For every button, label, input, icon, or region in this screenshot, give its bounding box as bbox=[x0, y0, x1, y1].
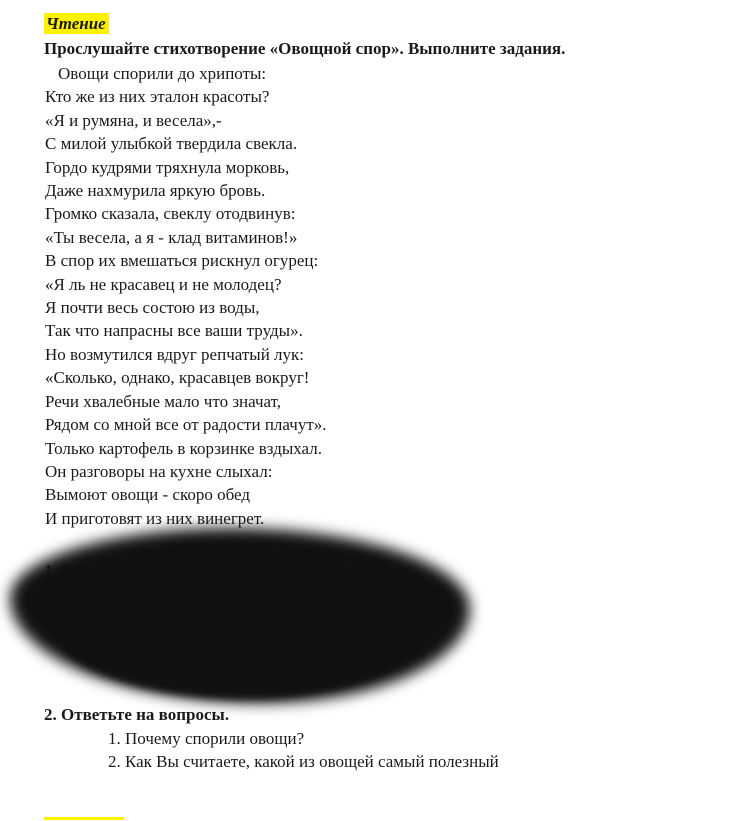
question-item: 1. Почему спорили овощи? bbox=[108, 729, 305, 748]
poem-line: В спор их вмешаться рискнул огурец: bbox=[45, 251, 319, 271]
poem-line: Гордо кудрями тряхнула морковь, bbox=[45, 157, 290, 177]
question2-list bbox=[108, 727, 499, 773]
poem bbox=[45, 62, 327, 530]
poem-line: Только картофель в корзинке вздыхал. bbox=[45, 438, 322, 458]
poem-line: Громко сказала, свеклу отодвинув: bbox=[45, 204, 296, 224]
poem-line: «Я ль не красавец и не молодец? bbox=[45, 274, 282, 294]
poem-line: Я почти весь состою из воды, bbox=[45, 298, 260, 318]
poem-line: Так что напрасны все ваши труды». bbox=[45, 321, 303, 341]
poem-line: Овощи спорили до хрипоты: bbox=[58, 64, 267, 83]
poem-line: Он разговоры на кухне слыхал: bbox=[45, 461, 273, 481]
poem-line: Рядом со мной все от радости плачут». bbox=[45, 415, 327, 435]
poem-line: Но возмутился вдруг репчатый лук: bbox=[45, 344, 305, 364]
poem-line: «Сколько, однако, красавцев вокруг! bbox=[45, 368, 310, 388]
poem-line: «Я и румяна, и весела»,- bbox=[45, 110, 222, 130]
poem-line: Даже нахмурила яркую бровь. bbox=[45, 181, 266, 201]
poem-line: И приготовят из них винегрет. bbox=[45, 508, 265, 528]
section-heading: Чтение bbox=[44, 13, 109, 34]
task-instruction: Прослушайте стихотворение «Овощной спор». Выполните задания. bbox=[44, 39, 566, 58]
poem-line: Вымоют овощи - скоро обед bbox=[45, 485, 251, 505]
poem-line: С милой улыбкой твердила свекла. bbox=[45, 134, 298, 154]
poem-line: «Ты весела, а я - клад витаминов!» bbox=[45, 227, 298, 247]
poem-line: Кто же из них эталон красоты? bbox=[45, 87, 270, 107]
poem-line: Речи хвалебные мало что значат, bbox=[45, 391, 282, 411]
highlight-mark bbox=[44, 817, 124, 820]
question-item: 2. Как Вы считаете, какой из овощей самый полезный bbox=[108, 752, 499, 771]
question2-title: 2. Ответьте на вопросы. bbox=[44, 705, 230, 724]
